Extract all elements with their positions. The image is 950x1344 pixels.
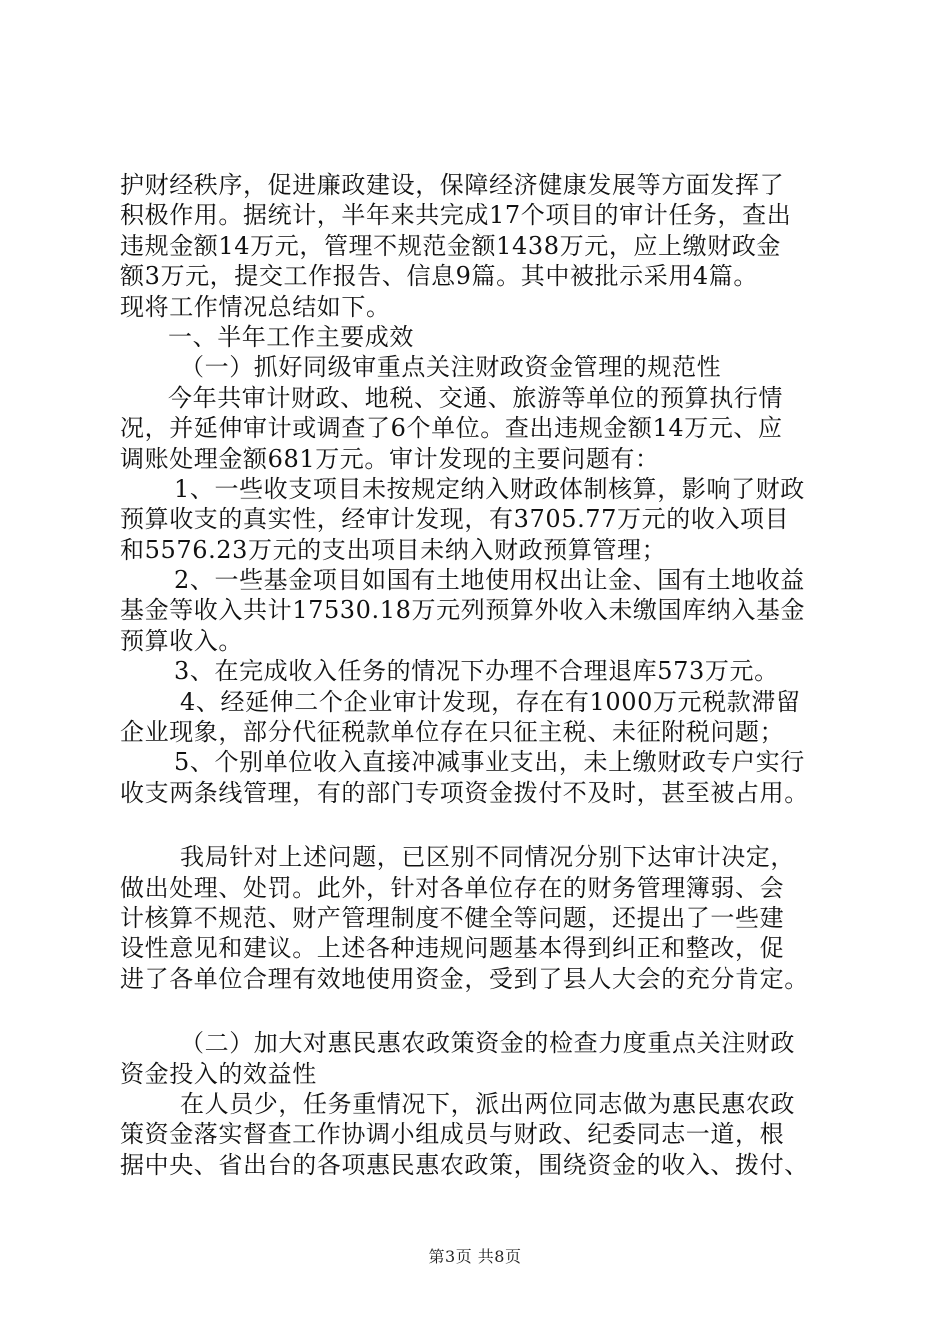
paragraph-line: 进了各单位合理有效地使用资金，受到了县人大会的充分肯定。 xyxy=(120,964,809,993)
paragraph-line: 设性意见和建议。上述各种违规问题基本得到纠正和整改，促 xyxy=(120,934,785,963)
document-body xyxy=(120,170,840,1180)
list-item-line: 基金等收入共计17530.18万元列预算外收入未缴国库纳入基金 xyxy=(120,596,806,625)
paragraph-spacer xyxy=(120,808,840,842)
paragraph-line: 额3万元，提交工作报告、信息9篇。其中被批示采用4篇。 xyxy=(120,262,759,291)
paragraph-line: 现将工作情况总结如下。 xyxy=(120,292,391,321)
subsection-heading: 资金投入的效益性 xyxy=(120,1059,317,1088)
paragraph-line: 在人员少，任务重情况下，派出两位同志做为惠民惠农政 xyxy=(180,1089,795,1118)
paragraph-line: 据中央、省出台的各项惠民惠农政策，围绕资金的收入、拨付、 xyxy=(120,1150,809,1179)
list-item-line: 预算收支的真实性，经审计发现，有3705.77万元的收入项目 xyxy=(120,505,790,534)
paragraph-spacer xyxy=(120,994,840,1028)
list-item-line: 收支两条线管理，有的部门专项资金拨付不及时，甚至被占用。 xyxy=(120,778,809,807)
list-item-line: 1、一些收支项目未按规定纳入财政体制核算，影响了财政 xyxy=(174,474,805,503)
paragraph-line: 做出处理、处罚。此外，针对各单位存在的财务管理簿弱、会 xyxy=(120,873,785,902)
paragraph-line: 我局针对上述问题，已区别不同情况分别下达审计决定， xyxy=(180,843,795,872)
paragraph-line: 护财经秩序，促进廉政建设，保障经济健康发展等方面发挥了 xyxy=(120,171,785,199)
list-item-line: 预算收入。 xyxy=(120,626,243,655)
section-heading: 一、半年工作主要成效 xyxy=(168,322,414,351)
page-footer xyxy=(0,1247,950,1267)
list-item-line: 企业现象，部分代征税款单位存在只征主税、未征附税问题； xyxy=(120,718,785,747)
list-item-line: 3、在完成收入任务的情况下办理不合理退库573万元。 xyxy=(174,657,779,686)
list-item-line: 2、一些基金项目如国有土地使用权出让金、国有土地收益 xyxy=(174,566,805,595)
list-item-line: 和5576.23万元的支出项目未纳入财政预算管理； xyxy=(120,535,667,564)
page-number-label: 第3页 共8页 xyxy=(428,1247,522,1266)
paragraph-line: 况，并延伸审计或调查了6个单位。查出违规金额14万元、应 xyxy=(120,414,783,443)
paragraph-line: 策资金落实督查工作协调小组成员与财政、纪委同志一道，根 xyxy=(120,1120,785,1149)
paragraph-line: 调账处理金额681万元。审计发现的主要问题有： xyxy=(120,444,660,473)
paragraph-line: 违规金额14万元，管理不规范金额1438万元，应上缴财政金 xyxy=(120,231,782,260)
paragraph-line: 计核算不规范、财产管理制度不健全等问题，还提出了一些建 xyxy=(120,903,785,932)
subsection-heading: （一）抓好同级审重点关注财政资金管理的规范性 xyxy=(180,353,722,382)
subsection-heading: （二）加大对惠民惠农政策资金的检查力度重点关注财政 xyxy=(180,1029,795,1058)
paragraph-line: 积极作用。据统计，半年来共完成17个项目的审计任务，查出 xyxy=(120,201,792,230)
paragraph-line: 今年共审计财政、地税、交通、旅游等单位的预算执行情 xyxy=(168,383,783,412)
list-item-line: 4、经延伸二个企业审计发现，存在有1000万元税款滞留 xyxy=(180,687,801,716)
list-item-line: 5、个别单位收入直接冲减事业支出，未上缴财政专户实行 xyxy=(174,748,805,777)
